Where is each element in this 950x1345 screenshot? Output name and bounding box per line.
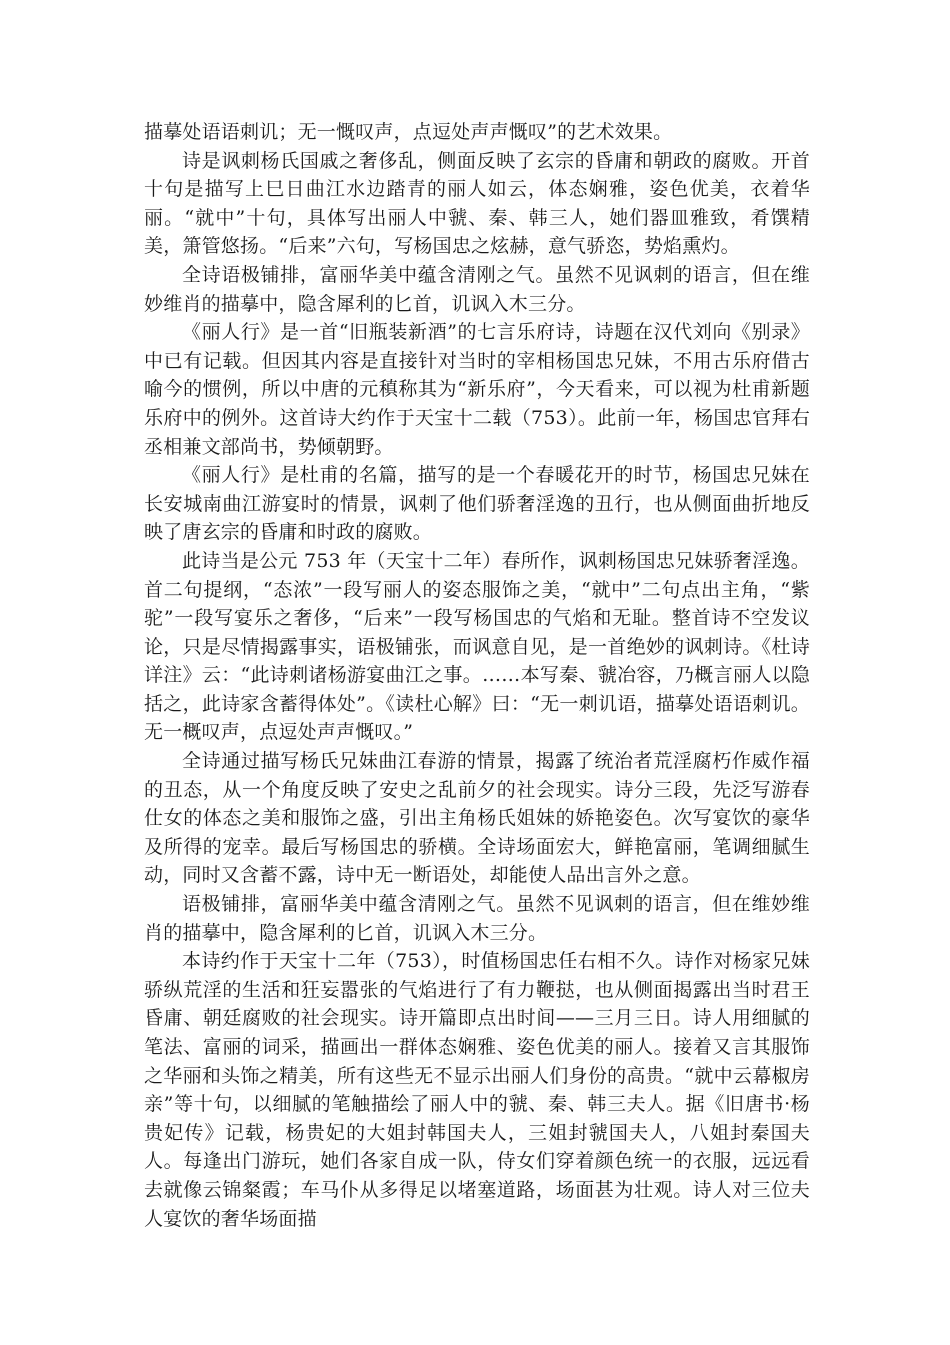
- paragraph-1: 描摹处语语刺讥；无一慨叹声，点逗处声声慨叹”的艺术效果。: [144, 121, 673, 143]
- paragraph-9: 本诗约作于天宝十二年（753），时值杨国忠任右相不久。诗作对杨家兄妹骄纵荒淫的生活和狂妄嚣张的气焰进行了有力鞭挞，也从侧面揭露出当时君王昏庸、朝廷腐败的社会现实。诗开篇即点出时间——三月三日。诗人用细腻的笔法、富丽的词采，描画出一群体态娴雅、姿色优美的丽人。接着又言其服饰之华丽和头饰之精美，所有这些无不显示出丽人们身份的高贵。“就中云幕椒房亲”等十句，以细腻的笔触描绘了丽人中的虢、秦、韩三夫人。据《旧唐书·杨贵妃传》记载，杨贵妃的大姐封韩国夫人，三姐封虢国夫人，八姐封秦国夫人。每逢出门游玩，她们各家自成一队，侍女们穿着颜色统一的衣服，远远看去就像云锦粲霞；车马仆从多得足以堵塞道路，场面甚为壮观。诗人对三位夫人宴饮的奢华场面描: [144, 950, 810, 1230]
- paragraph-4: 《丽人行》是一首“旧瓶装新酒”的七言乐府诗，诗题在汉代刘向《别录》中已有记载。但因其内容是直接针对当时的宰相杨国忠兄妹，不用古乐府借古喻今的惯例，所以中唐的元稹称其为“新乐府”，今天看来，可以视为杜甫新题乐府中的例外。这首诗大约作于天宝十二载（753）。此前一年，杨国忠官拜右丞相兼文部尚书，势倾朝野。: [144, 321, 810, 458]
- paragraph-7: 全诗通过描写杨氏兄妹曲江春游的情景，揭露了统治者荒淫腐朽作威作福的丑态，从一个角度反映了安史之乱前夕的社会现实。诗分三段，先泛写游春仕女的体态之美和服饰之盛，引出主角杨氏姐妹的娇艳姿色。次写宴饮的豪华及所得的宠幸。最后写杨国忠的骄横。全诗场面宏大，鲜艳富丽，笔调细腻生动，同时又含蓄不露，诗中无一断语处，却能使人品出言外之意。: [144, 750, 810, 887]
- document-body: [144, 118, 810, 1233]
- paragraph-5: 《丽人行》是杜甫的名篇，描写的是一个春暖花开的时节，杨国忠兄妹在长安城南曲江游宴时的情景，讽刺了他们骄奢淫逸的丑行，也从侧面曲折地反映了唐玄宗的昏庸和时政的腐败。: [144, 464, 810, 544]
- paragraph-8: 语极铺排，富丽华美中蕴含清刚之气。虽然不见讽刺的语言，但在维妙维肖的描摹中，隐含犀利的匕首，讥讽入木三分。: [144, 893, 810, 944]
- paragraph-6: 此诗当是公元 753 年（天宝十二年）春所作，讽刺杨国忠兄妹骄奢淫逸。首二句提纲，“态浓”一段写丽人的姿态服饰之美，“就中”二句点出主角，“紫驼”一段写宴乐之奢侈，“后来”一段写杨国忠的气焰和无耻。整首诗不空发议论，只是尽情揭露事实，语极铺张，而讽意自见，是一首绝妙的讽刺诗。《杜诗详注》云：“此诗刺诸杨游宴曲江之事。……本写秦、虢冶容，乃概言丽人以隐括之，此诗家含蓄得体处”。《读杜心解》曰：“无一刺讥语，描摹处语语刺讥。无一概叹声，点逗处声声慨叹。”: [144, 549, 810, 744]
- paragraph-2: 诗是讽刺杨氏国戚之奢侈乱，侧面反映了玄宗的昏庸和朝政的腐败。开首十句是描写上巳日曲江水边踏青的丽人如云，体态娴雅，姿色优美，衣着华丽。“就中”十句，具体写出丽人中虢、秦、韩三人，她们器皿雅致，肴馔精美，箫管悠扬。“后来”六句，写杨国忠之炫赫，意气骄恣，势焰熏灼。: [144, 149, 810, 258]
- paragraph-3: 全诗语极铺排，富丽华美中蕴含清刚之气。虽然不见讽刺的语言，但在维妙维肖的描摹中，隐含犀利的匕首，讥讽入木三分。: [144, 263, 810, 315]
